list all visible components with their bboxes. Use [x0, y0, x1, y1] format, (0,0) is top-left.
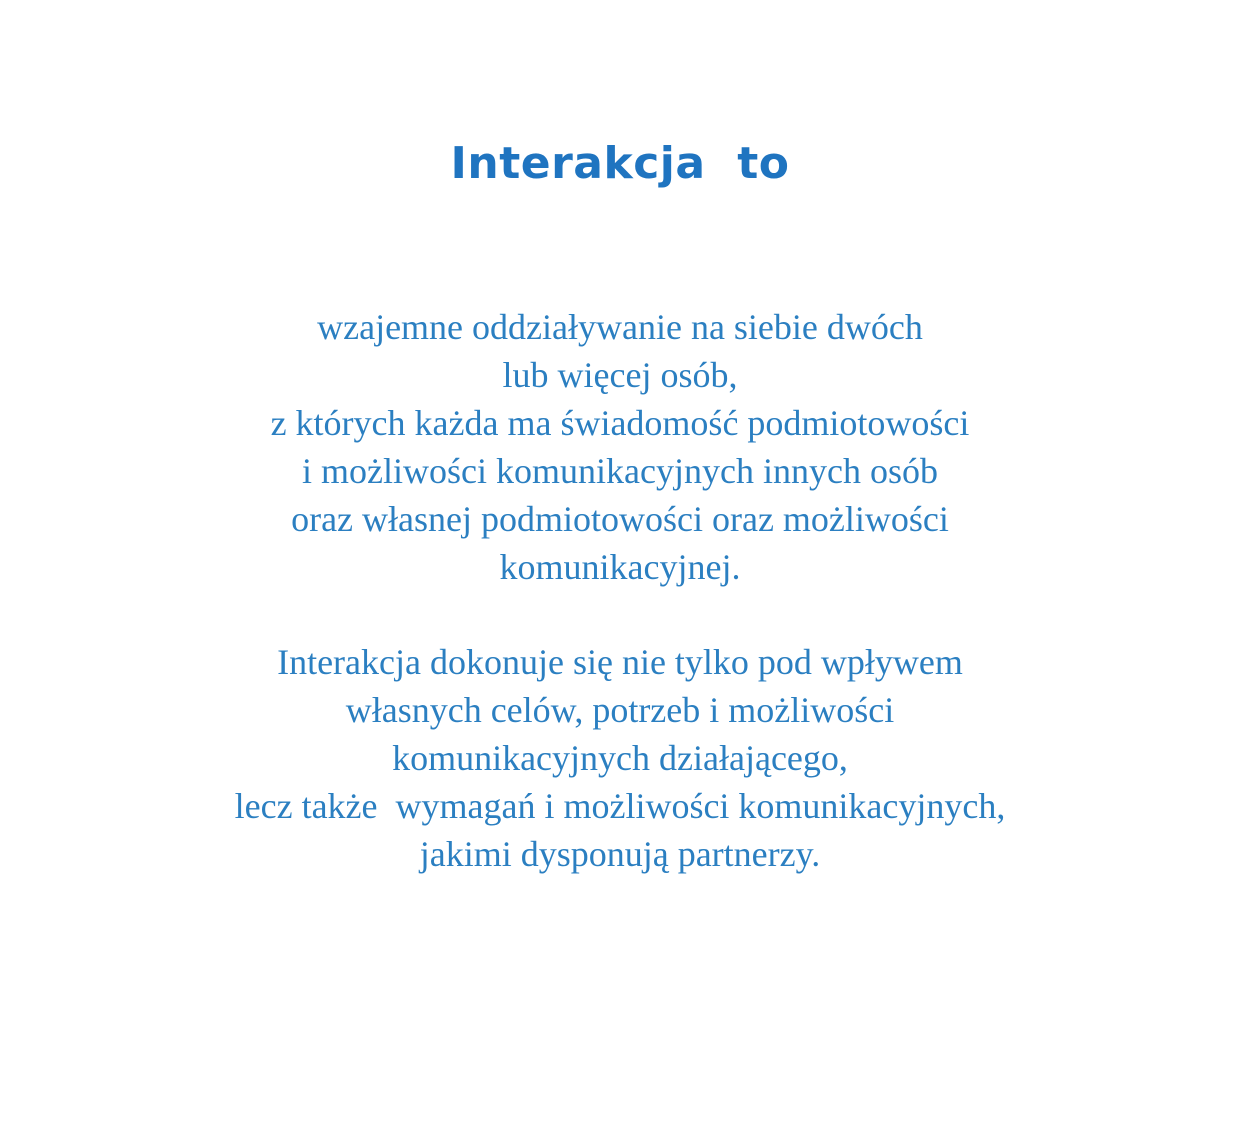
text-line: i możliwości komunikacyjnych innych osób [302, 451, 938, 491]
explanation-paragraph [0, 638, 1240, 878]
text-line: jakimi dysponują partnerzy. [419, 834, 821, 874]
text-line: komunikacyjnej. [499, 547, 741, 587]
text-line: z których każda ma świadomość podmiotowości [270, 403, 970, 443]
text-line: oraz własnej podmiotowości oraz możliwości [291, 499, 949, 539]
text-line: komunikacyjnych działającego, [392, 738, 848, 778]
definition-paragraph [0, 303, 1240, 591]
text-line: wzajemne oddziaływanie na siebie dwóch [317, 307, 923, 347]
text-line: Interakcja dokonuje się nie tylko pod wpływem [277, 642, 963, 682]
text-line: lub więcej osób, [502, 355, 738, 395]
text-line: własnych celów, potrzeb i możliwości [345, 690, 895, 730]
page-title: Interakcja to [450, 138, 790, 189]
text-line: lecz także wymagań i możliwości komunikacyjnych, [234, 786, 1006, 826]
